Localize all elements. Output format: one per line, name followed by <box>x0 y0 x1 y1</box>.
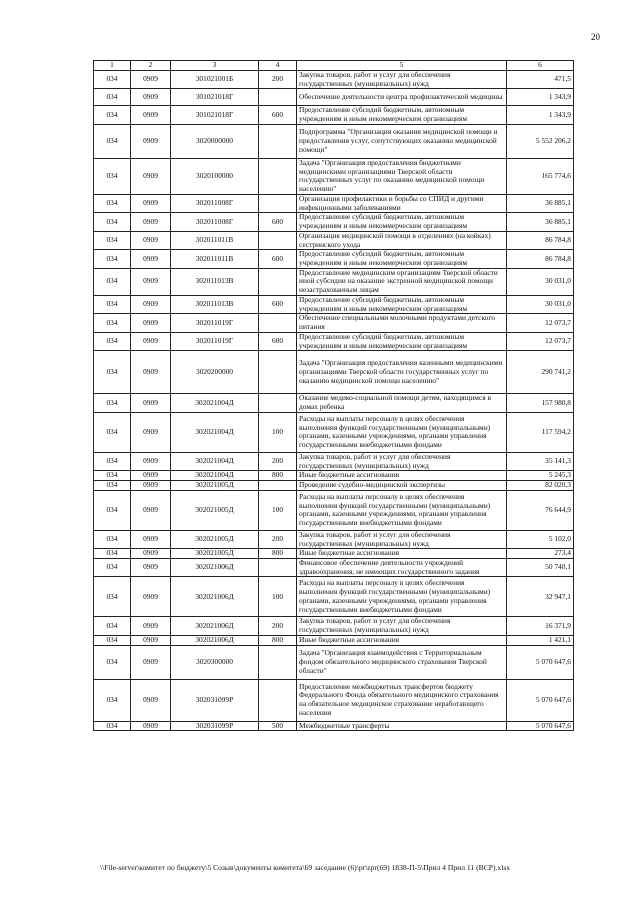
cell-section: 0909 <box>131 231 171 249</box>
cell-target-article: 302011011В <box>171 250 259 268</box>
cell-section: 0909 <box>131 295 171 313</box>
cell-expense-type <box>259 124 297 158</box>
cell-section: 0909 <box>131 721 171 731</box>
cell-amount: 290 741,2 <box>507 351 574 394</box>
cell-expense-type: 500 <box>259 721 297 731</box>
header-col-4: 4 <box>259 61 297 71</box>
cell-expense-type: 100 <box>259 577 297 617</box>
cell-expense-type <box>259 158 297 194</box>
table-row <box>94 194 574 212</box>
cell-admin-code: 034 <box>94 106 131 124</box>
cell-description: Предоставление субсидий бюджетным, автономным учреждениям и иным некоммерческим организациям <box>297 213 507 231</box>
cell-expense-type: 100 <box>259 412 297 452</box>
cell-description: Предоставление субсидий бюджетным, автономным учреждениям и иным некоммерческим организациям <box>297 332 507 350</box>
cell-admin-code: 034 <box>94 490 131 530</box>
cell-section: 0909 <box>131 577 171 617</box>
cell-target-article: 302031099Р <box>171 679 259 721</box>
cell-description: Закупка товаров, работ и услуг для обеспечения государственных (муниципальных) нужд <box>297 71 507 89</box>
cell-description: Финансовое обеспечение деятельности учреждений здравоохранения, не имеющих государственного задания <box>297 558 507 576</box>
cell-target-article: 302021005Д <box>171 549 259 559</box>
cell-admin-code: 034 <box>94 158 131 194</box>
cell-section: 0909 <box>131 351 171 394</box>
cell-expense-type <box>259 194 297 212</box>
table-row <box>94 679 574 721</box>
table-row <box>94 158 574 194</box>
cell-section: 0909 <box>131 645 171 679</box>
table-row <box>94 617 574 635</box>
cell-amount: 32 947,1 <box>507 577 574 617</box>
cell-target-article: 302021005Д <box>171 530 259 548</box>
cell-target-article: 302021004Д <box>171 394 259 412</box>
cell-expense-type <box>259 481 297 491</box>
table-row <box>94 530 574 548</box>
cell-description: Закупка товаров, работ и услуг для обеспечения государственных (муниципальных) нужд <box>297 617 507 635</box>
cell-admin-code: 034 <box>94 452 131 470</box>
table-row <box>94 490 574 530</box>
cell-section: 0909 <box>131 250 171 268</box>
cell-expense-type: 200 <box>259 617 297 635</box>
table-row <box>94 268 574 295</box>
table-row <box>94 89 574 106</box>
cell-description: Предоставление межбюджетных трансфертов бюджету Федерального Фонда обязательного медицинского страхования на обязательное медицинское страхование неработающего населения <box>297 679 507 721</box>
cell-expense-type: 600 <box>259 106 297 124</box>
cell-amount: 50 740,1 <box>507 558 574 576</box>
table-row <box>94 231 574 249</box>
table-row <box>94 106 574 124</box>
cell-admin-code: 034 <box>94 549 131 559</box>
cell-target-article: 302011019Г <box>171 314 259 332</box>
cell-admin-code: 034 <box>94 124 131 158</box>
cell-amount: 30 031,0 <box>507 295 574 313</box>
cell-admin-code: 034 <box>94 577 131 617</box>
cell-section: 0909 <box>131 213 171 231</box>
cell-target-article: 3020200000 <box>171 351 259 394</box>
cell-target-article: 301021018Г <box>171 106 259 124</box>
cell-amount: 1 421,1 <box>507 635 574 645</box>
cell-admin-code: 034 <box>94 213 131 231</box>
cell-target-article: 302021006Д <box>171 635 259 645</box>
cell-amount: 5 070 647,6 <box>507 721 574 731</box>
cell-section: 0909 <box>131 679 171 721</box>
cell-expense-type: 600 <box>259 332 297 350</box>
cell-section: 0909 <box>131 314 171 332</box>
table-row <box>94 295 574 313</box>
cell-expense-type: 800 <box>259 635 297 645</box>
cell-admin-code: 034 <box>94 394 131 412</box>
cell-target-article: 302021006Д <box>171 617 259 635</box>
cell-admin-code: 034 <box>94 471 131 481</box>
table-row <box>94 452 574 470</box>
cell-section: 0909 <box>131 471 171 481</box>
cell-section: 0909 <box>131 124 171 158</box>
cell-amount: 5 070 647,6 <box>507 679 574 721</box>
cell-description: Задача "Организация предоставления казенными медицинскими организациями Тверской области государственных услуг по оказанию медицинской помощи населению" <box>297 351 507 394</box>
cell-admin-code: 034 <box>94 332 131 350</box>
table-row <box>94 332 574 350</box>
cell-admin-code: 034 <box>94 268 131 295</box>
cell-description: Проведение судебно-медицинской экспертизы <box>297 481 507 491</box>
cell-amount: 1 343,9 <box>507 89 574 106</box>
cell-expense-type <box>259 394 297 412</box>
cell-description: Иные бюджетные ассигнования <box>297 549 507 559</box>
table-row <box>94 394 574 412</box>
cell-target-article: 302011008Г <box>171 194 259 212</box>
cell-amount: 117 594,2 <box>507 412 574 452</box>
cell-amount: 36 885,1 <box>507 213 574 231</box>
table-row <box>94 721 574 731</box>
cell-expense-type <box>259 314 297 332</box>
cell-description: Задача "Организация предоставления бюджетными медицинскими организациями Тверской области государственных услуг по оказанию медицинской помощи населению" <box>297 158 507 194</box>
cell-admin-code: 034 <box>94 645 131 679</box>
cell-target-article: 3020300000 <box>171 645 259 679</box>
cell-section: 0909 <box>131 394 171 412</box>
cell-amount: 5 245,3 <box>507 471 574 481</box>
cell-expense-type <box>259 231 297 249</box>
cell-description: Обеспечение деятельности центра профилактической медицины <box>297 89 507 106</box>
table-row <box>94 471 574 481</box>
cell-admin-code: 034 <box>94 194 131 212</box>
cell-target-article: 302021005Д <box>171 490 259 530</box>
cell-section: 0909 <box>131 635 171 645</box>
cell-target-article: 3020100000 <box>171 158 259 194</box>
table-row <box>94 250 574 268</box>
cell-admin-code: 034 <box>94 617 131 635</box>
cell-amount: 1 343,9 <box>507 106 574 124</box>
cell-admin-code: 034 <box>94 250 131 268</box>
cell-admin-code: 034 <box>94 71 131 89</box>
table-row <box>94 635 574 645</box>
cell-amount: 157 980,8 <box>507 394 574 412</box>
cell-section: 0909 <box>131 549 171 559</box>
table-row <box>94 314 574 332</box>
cell-target-article: 302021004Д <box>171 452 259 470</box>
cell-description: Предоставление медицинским организациям Тверской области иной субсидии на оказание экстренной медицинской помощи незастрахованным лицам <box>297 268 507 295</box>
budget-table <box>93 60 574 731</box>
cell-expense-type <box>259 351 297 394</box>
cell-target-article: 302011019Г <box>171 332 259 350</box>
cell-section: 0909 <box>131 412 171 452</box>
cell-admin-code: 034 <box>94 481 131 491</box>
cell-section: 0909 <box>131 89 171 106</box>
table-row <box>94 549 574 559</box>
cell-admin-code: 034 <box>94 351 131 394</box>
cell-section: 0909 <box>131 481 171 491</box>
cell-description: Предоставление субсидий бюджетным, автономным учреждениям и иным некоммерческим организациям <box>297 250 507 268</box>
cell-amount: 12 073,7 <box>507 332 574 350</box>
cell-section: 0909 <box>131 452 171 470</box>
cell-target-article: 302011013В <box>171 295 259 313</box>
cell-admin-code: 034 <box>94 558 131 576</box>
cell-section: 0909 <box>131 268 171 295</box>
cell-amount: 36 885,1 <box>507 194 574 212</box>
cell-description: Расходы на выплаты персоналу в целях обеспечения выполнения функций государственными (муниципальными) органами, казенными учреждениями, органами управления государственными внебюджетными фондами <box>297 490 507 530</box>
cell-target-article: 301021001Б <box>171 71 259 89</box>
cell-target-article: 301021018Г <box>171 89 259 106</box>
cell-target-article: 302021006Д <box>171 577 259 617</box>
cell-amount: 86 784,8 <box>507 231 574 249</box>
cell-amount: 471,5 <box>507 71 574 89</box>
cell-description: Расходы на выплаты персоналу в целях обеспечения выполнения функций государственными (муниципальными) органами, казенными учреждениями, органами управления государственными внебюджетными фондами <box>297 412 507 452</box>
table-row <box>94 71 574 89</box>
cell-amount: 76 644,9 <box>507 490 574 530</box>
cell-description: Закупка товаров, работ и услуг для обеспечения государственных (муниципальных) нужд <box>297 452 507 470</box>
cell-target-article: 302021004Д <box>171 412 259 452</box>
cell-description: Иные бюджетные ассигнования <box>297 635 507 645</box>
cell-description: Расходы на выплаты персоналу в целях обеспечения выполнения функций государственными (муниципальными) органами, казенными учреждениями, органами управления государственными внебюджетными фондами <box>297 577 507 617</box>
cell-section: 0909 <box>131 71 171 89</box>
page-number: 20 <box>591 32 600 42</box>
table-row <box>94 577 574 617</box>
cell-target-article: 3020000000 <box>171 124 259 158</box>
cell-description: Иные бюджетные ассигнования <box>297 471 507 481</box>
cell-section: 0909 <box>131 106 171 124</box>
header-col-5: 5 <box>297 61 507 71</box>
cell-expense-type: 100 <box>259 490 297 530</box>
table-row <box>94 558 574 576</box>
cell-amount: 12 073,7 <box>507 314 574 332</box>
cell-expense-type <box>259 679 297 721</box>
cell-target-article: 302011013В <box>171 268 259 295</box>
table-row <box>94 351 574 394</box>
cell-description: Оказание медико-социальной помощи детям, находящимся в домах ребенка <box>297 394 507 412</box>
cell-admin-code: 034 <box>94 231 131 249</box>
cell-admin-code: 034 <box>94 89 131 106</box>
cell-amount: 35 141,3 <box>507 452 574 470</box>
cell-amount: 86 784,8 <box>507 250 574 268</box>
table-row <box>94 124 574 158</box>
cell-description: Обеспечение специальными молочными продуктами детского питания <box>297 314 507 332</box>
cell-expense-type: 200 <box>259 71 297 89</box>
cell-admin-code: 034 <box>94 295 131 313</box>
cell-amount: 5 552 206,2 <box>507 124 574 158</box>
cell-admin-code: 034 <box>94 530 131 548</box>
cell-section: 0909 <box>131 158 171 194</box>
cell-description: Закупка товаров, работ и услуг для обеспечения государственных (муниципальных) нужд <box>297 530 507 548</box>
cell-target-article: 302011011В <box>171 231 259 249</box>
cell-admin-code: 034 <box>94 412 131 452</box>
cell-expense-type <box>259 558 297 576</box>
cell-description: Организация профилактики и борьбы со СПИД и другими инфекционными заболеваниями <box>297 194 507 212</box>
cell-expense-type: 800 <box>259 549 297 559</box>
cell-expense-type <box>259 268 297 295</box>
cell-expense-type: 200 <box>259 530 297 548</box>
table-row <box>94 481 574 491</box>
cell-admin-code: 034 <box>94 314 131 332</box>
cell-admin-code: 034 <box>94 635 131 645</box>
cell-target-article: 302021006Д <box>171 558 259 576</box>
cell-description: Организация медицинской помощи в отделениях (на койках) сестринского ухода <box>297 231 507 249</box>
cell-expense-type <box>259 89 297 106</box>
cell-description: Межбюджетные трансферты <box>297 721 507 731</box>
header-col-6: 6 <box>507 61 574 71</box>
cell-expense-type: 200 <box>259 452 297 470</box>
cell-amount: 82 020,3 <box>507 481 574 491</box>
cell-expense-type: 600 <box>259 213 297 231</box>
cell-target-article: 302021005Д <box>171 481 259 491</box>
cell-section: 0909 <box>131 194 171 212</box>
cell-expense-type: 600 <box>259 250 297 268</box>
table-header-row <box>94 61 574 71</box>
cell-amount: 30 031,0 <box>507 268 574 295</box>
cell-admin-code: 034 <box>94 721 131 731</box>
cell-target-article: 302021004Д <box>171 471 259 481</box>
header-col-2: 2 <box>131 61 171 71</box>
cell-description: Предоставление субсидий бюджетным, автономным учреждениям и иным некоммерческим организациям <box>297 295 507 313</box>
cell-expense-type <box>259 645 297 679</box>
header-col-3: 3 <box>171 61 259 71</box>
cell-section: 0909 <box>131 490 171 530</box>
table-row <box>94 213 574 231</box>
cell-section: 0909 <box>131 558 171 576</box>
cell-section: 0909 <box>131 530 171 548</box>
cell-amount: 5 102,0 <box>507 530 574 548</box>
cell-target-article: 302031099Р <box>171 721 259 731</box>
cell-description: Предоставление субсидий бюджетным, автономным учреждениям и иным некоммерческим организациям <box>297 106 507 124</box>
file-path-footer: \\File-server\комитет по бюджету\5 Созыв\документы комитета\69 заседание (6)\pr\zpr(69) 1838-П-5\Прил 4 Прил 11 (ВСР).xlsx <box>100 863 511 872</box>
cell-amount: 5 070 647,6 <box>507 645 574 679</box>
table-row <box>94 412 574 452</box>
header-col-1: 1 <box>94 61 131 71</box>
cell-description: Подпрограмма "Организация оказания медицинской помощи и предоставления услуг, сопутствующих оказанию медицинской помощи" <box>297 124 507 158</box>
cell-target-article: 302011008Г <box>171 213 259 231</box>
table-row <box>94 645 574 679</box>
cell-expense-type: 600 <box>259 295 297 313</box>
cell-description: Задача "Организация взаимодействия с Территориальным фондом обязательного медицинского страхования Тверской области" <box>297 645 507 679</box>
cell-expense-type: 800 <box>259 471 297 481</box>
cell-admin-code: 034 <box>94 679 131 721</box>
cell-section: 0909 <box>131 617 171 635</box>
cell-section: 0909 <box>131 332 171 350</box>
cell-amount: 273,4 <box>507 549 574 559</box>
cell-amount: 16 371,9 <box>507 617 574 635</box>
cell-amount: 165 774,6 <box>507 158 574 194</box>
